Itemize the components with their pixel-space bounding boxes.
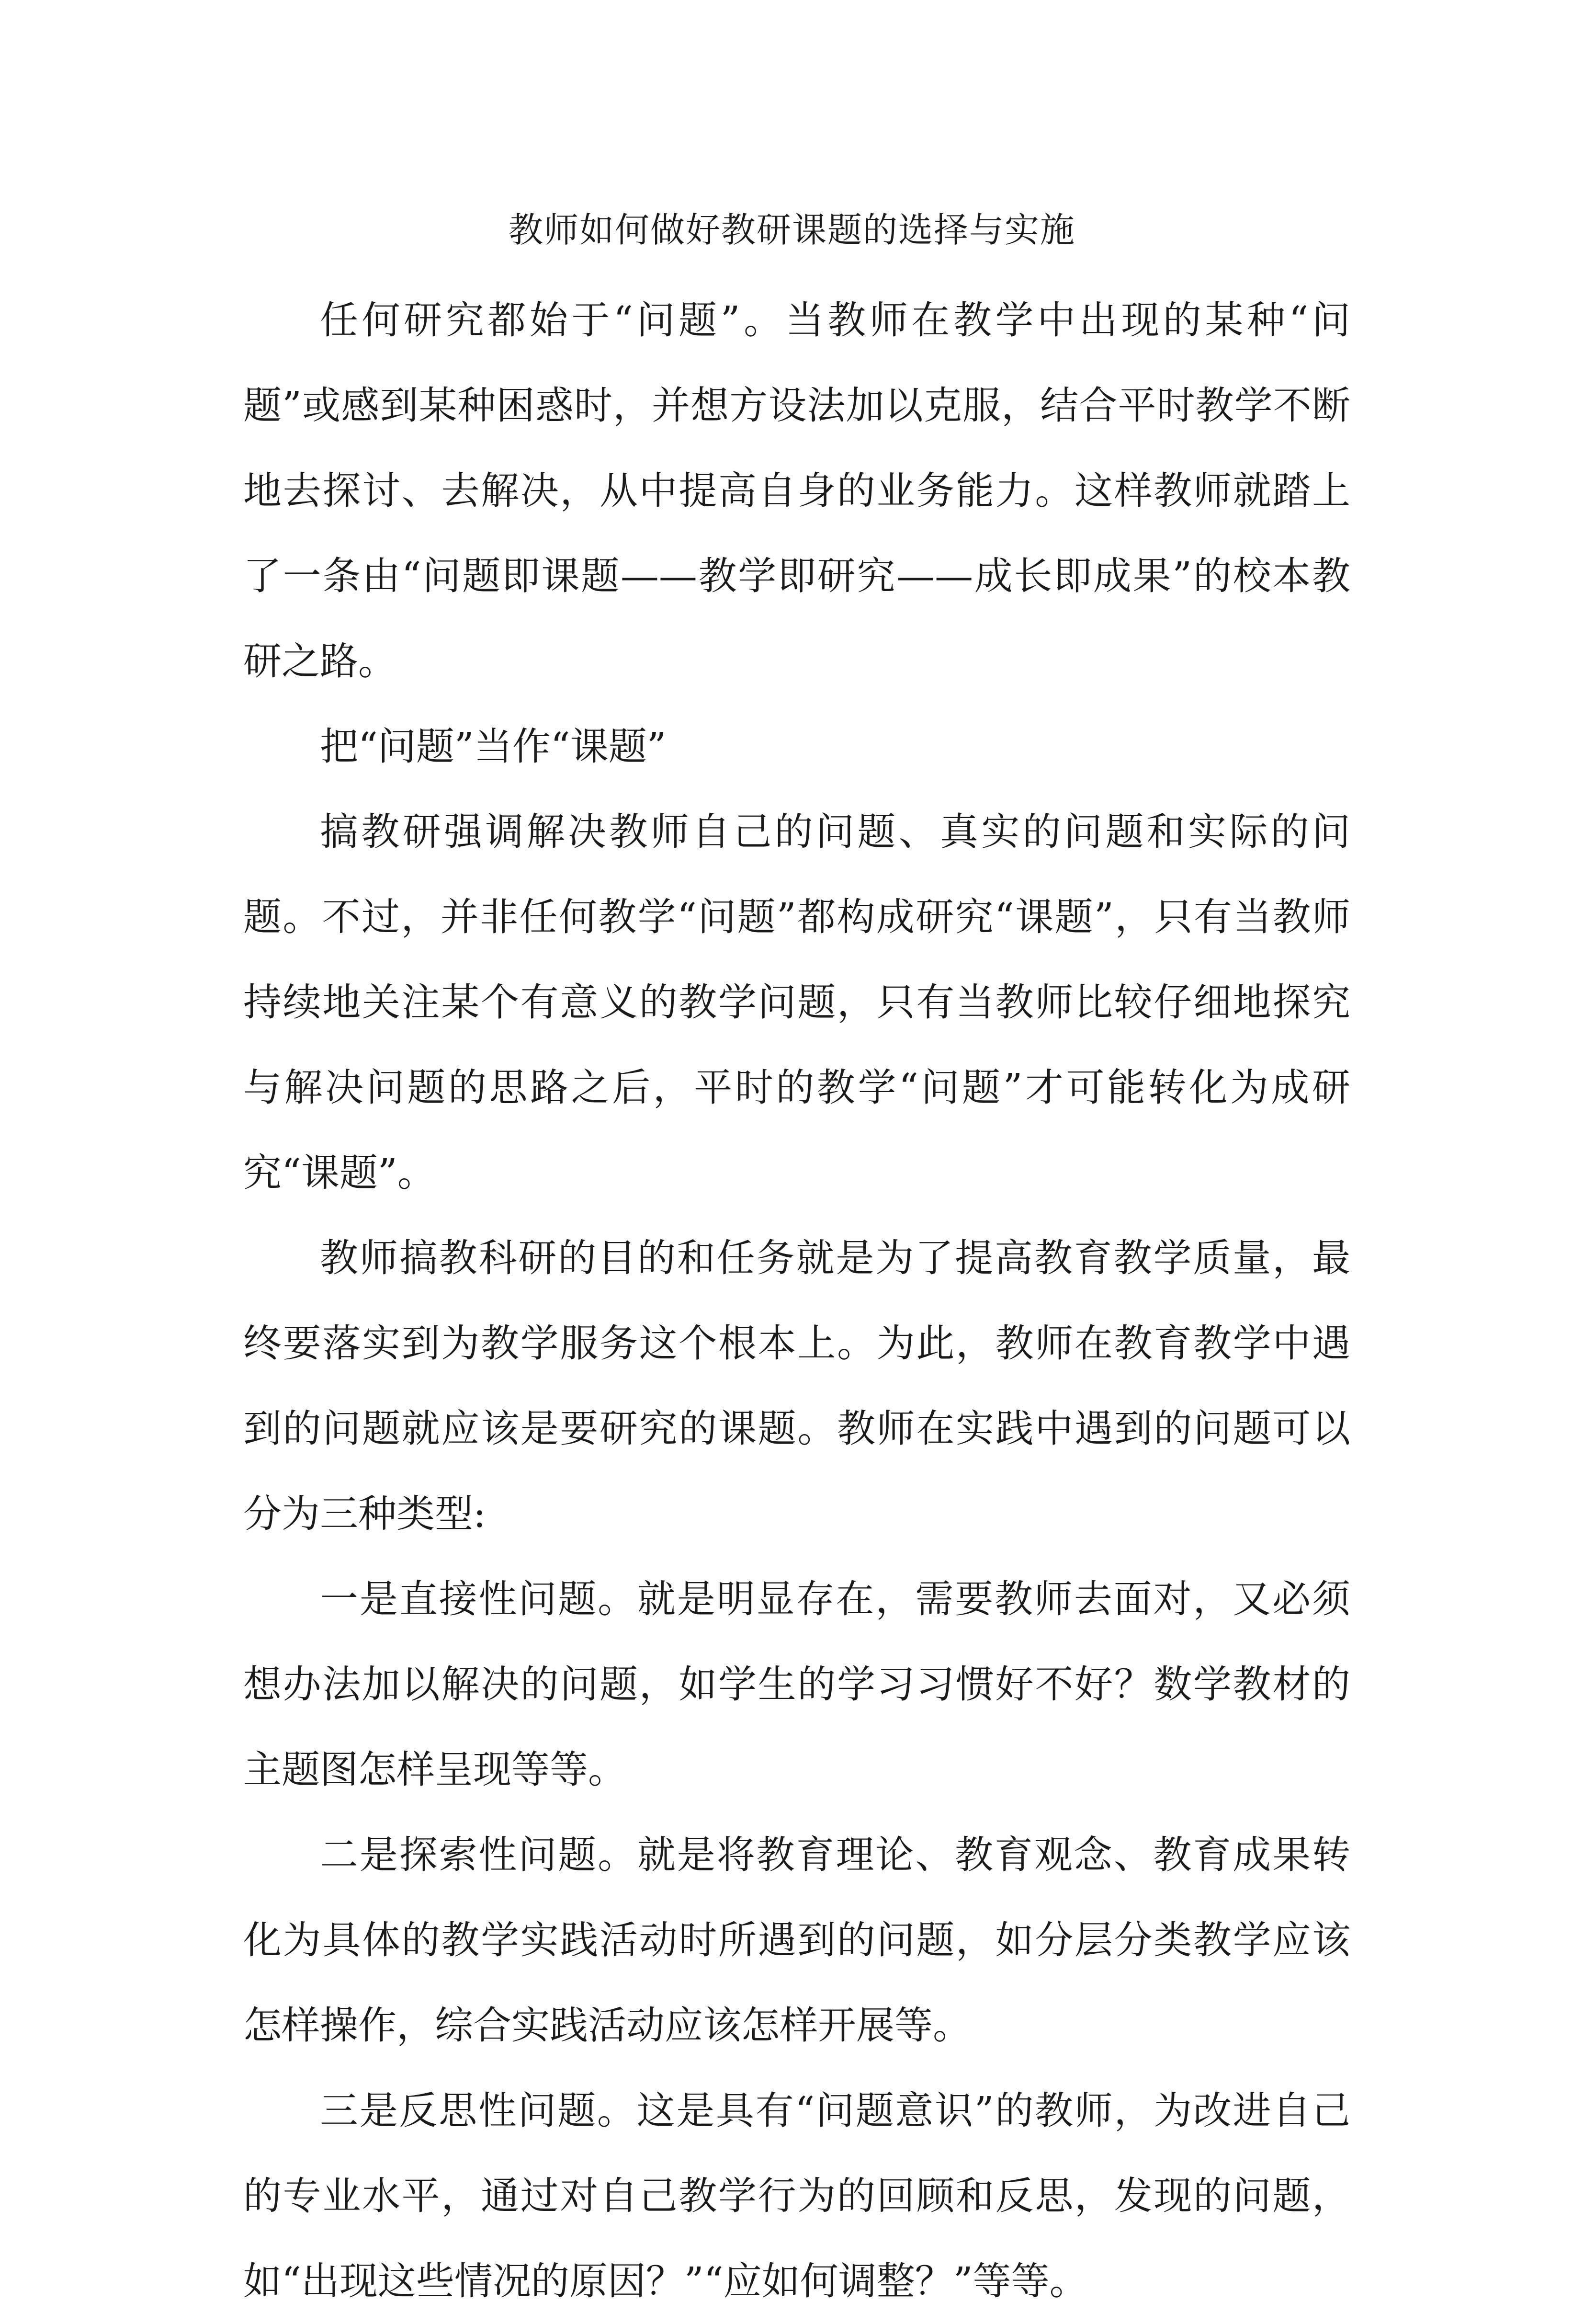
document-title: 教师如何做好教研课题的选择与实施 <box>508 210 1075 250</box>
paragraph-problem-research: 搞教研强调解决教师自己的问题、真实的问题和实际的问题。不过，并非任何教学“问题”都构成研究“课题”，只有当教师持续地关注某个有意义的教学问题，只有当教师比较仔细地探究与解决问题的思路之后，平时的教学“问题”才可能转化为成研究“课题”。 <box>243 809 1350 1195</box>
paragraph-reflective-problems: 三是反思性问题。这是具有“问题意识”的教师，为改进自己的专业水平，通过对自己教学行为的回顾和反思，发现的问题，如“出现这些情况的原因？”“应如何调整？”等等。 <box>243 2088 1350 2303</box>
paragraph-purpose: 教师搞教科研的目的和任务就是为了提高教育教学质量，最终要落实到为教学服务这个根本上。为此，教师在教育教学中遇到的问题就应该是要研究的课题。教师在实践中遇到的问题可以分为三种类型: <box>243 1236 1350 1536</box>
paragraph-direct-problems: 一是直接性问题。就是明显存在，需要教师去面对，又必须想办法加以解决的问题，如学生的学习习惯好不好？数学教材的主题图怎样呈现等等。 <box>243 1577 1350 1792</box>
paragraph-intro: 任何研究都始于“问题”。当教师在教学中出现的某种“问题”或感到某种困惑时，并想方设法加以克服，结合平时教学不断地去探讨、去解决，从中提高自身的业务能力。这样教师就踏上了一条由“问题即课题——教学即研究——成长即成果”的校本教研之路。 <box>243 298 1350 684</box>
paragraph-heading: 把“问题”当作“课题” <box>320 724 667 769</box>
document-body <box>243 278 1350 2324</box>
paragraph-exploratory-problems: 二是探索性问题。就是将教育理论、教育观念、教育成果转化为具体的教学实践活动时所遇到的问题，如分层分类教学应该怎样操作，综合实践活动应该怎样开展等。 <box>243 1833 1350 2048</box>
